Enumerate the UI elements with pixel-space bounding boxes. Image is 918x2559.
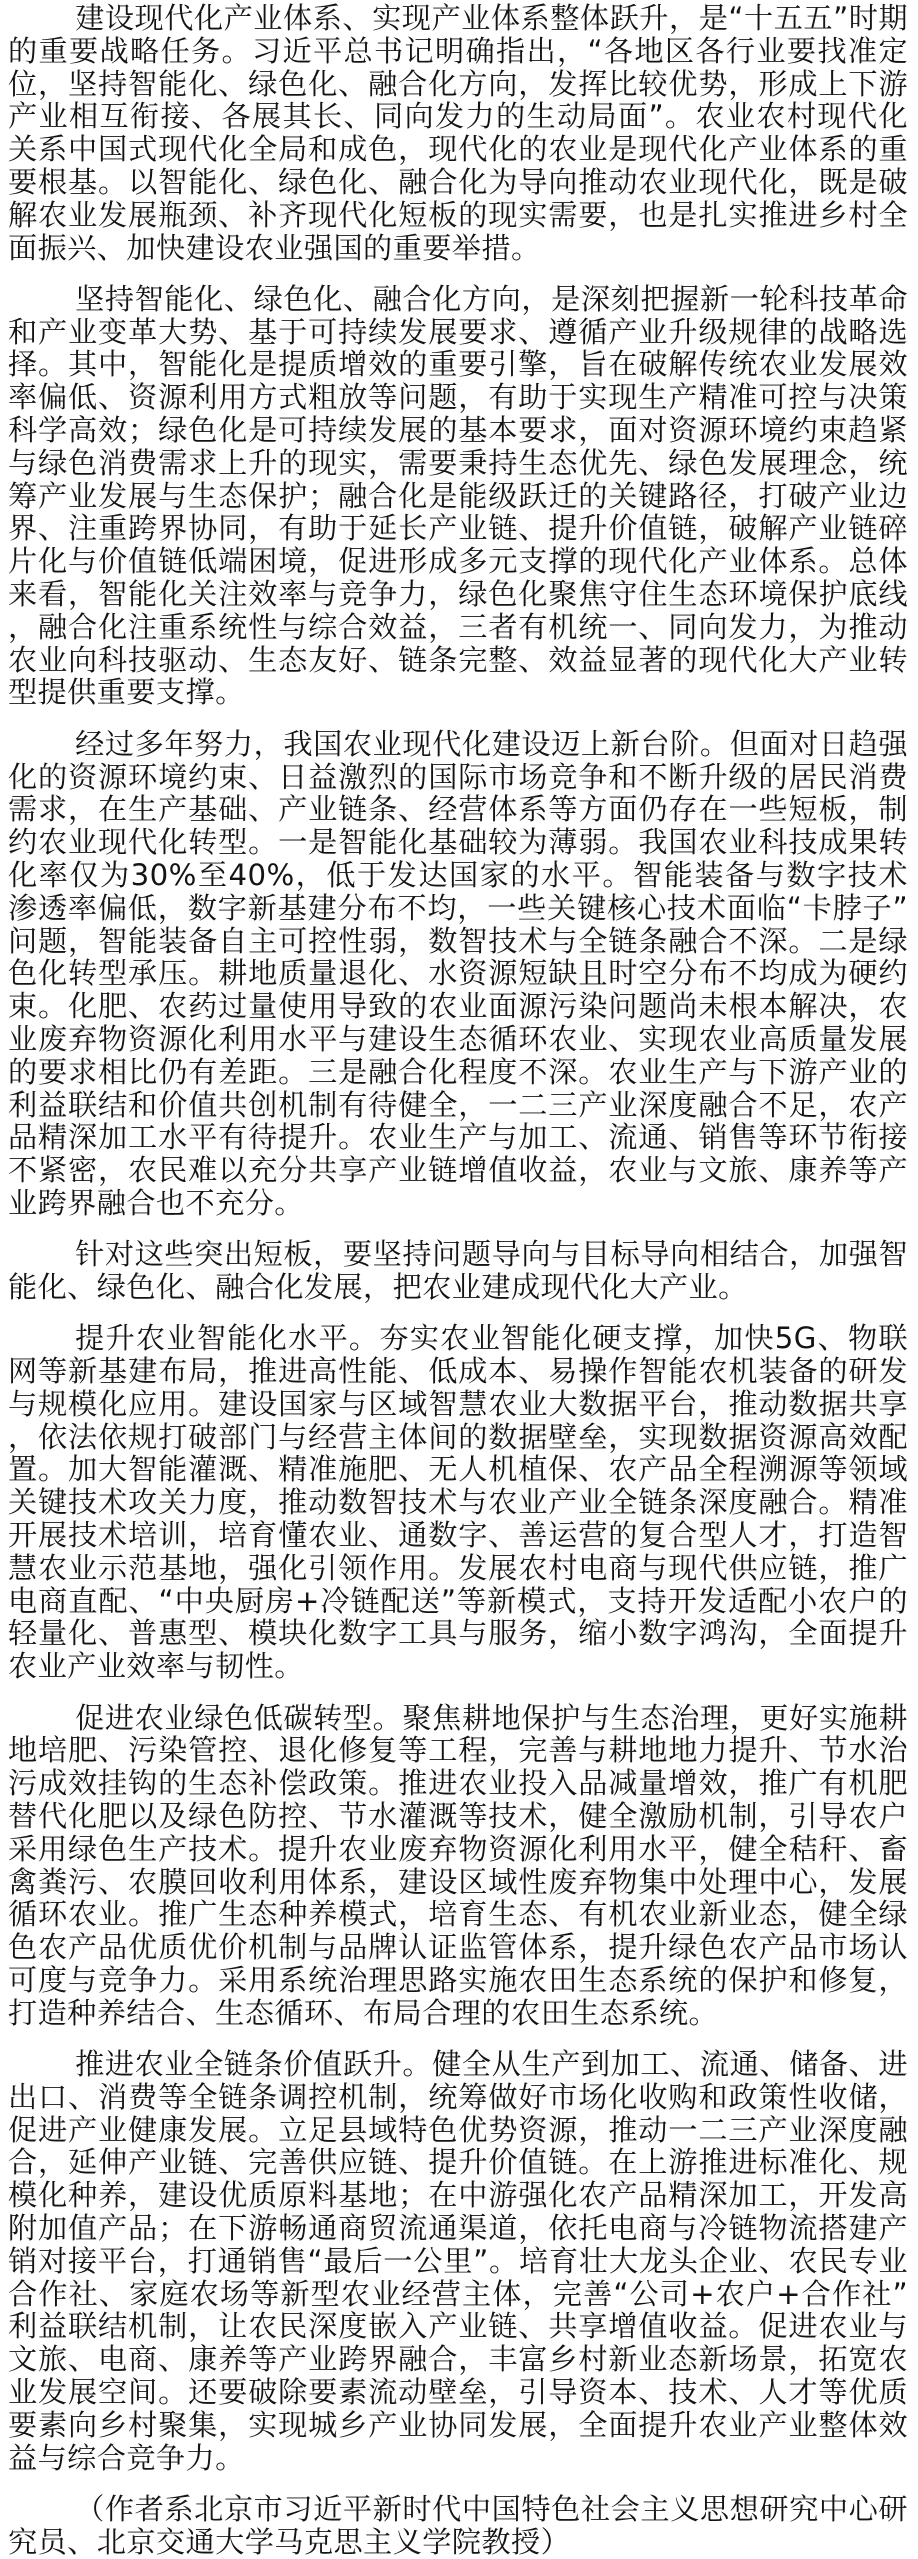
paragraph-value-chain: 推进农业全链条价值跃升。健全从生产到加工、流通、储备、进出口、消费等全链条调控机制，统筹做好市场化收购和政策性收储，促进产业健康发展。立足县域特色优势资源，推动一二三产业深度融合，延伸产业链、完善供应链、提升价值链。在上游推进标准化、规模化种养，建设优质原料基地；在中游强化农产品精深加工，开发高附加值产品；在下游畅通商贸流通渠道，依托电商与冷链物流搭建产销对接平台，打通销售“最后一公里”。培育壮大龙头企业、农民专业合作社、家庭农场等新型农业经营主体，完善“公司+农户+合作社”利益联结机制，让农民深度嵌入产业链、共享增值收益。促进农业与文旅、电商、康养等产业跨界融合，丰富乡村新业态新场景，拓宽农业发展空间。还要破除要素流动壁垒，引导资本、技术、人才等优质要素向乡村聚集，实现城乡产业协同发展，全面提升农业产业整体效益与综合竞争力。 [8,2047,908,2475]
paragraph-approach: 针对这些突出短板，要坚持问题导向与目标导向相结合，加强智能化、绿色化、融合化发展，把农业建成现代化大产业。 [8,1237,908,1304]
paragraph-shortcomings: 经过多年努力，我国农业现代化建设迈上新台阶。但面对日趋强化的资源环境约束、日益激烈的国际市场竞争和不断升级的居民消费需求，在生产基础、产业链条、经营体系等方面仍存在一些短板，制约农业现代化转型。一是智能化基础较为薄弱。我国农业科技成果转化率仅为30%至40%，低于发达国家的水平。智能装备与数字技术渗透率偏低，数字新基建分布不均，一些关键核心技术面临“卡脖子”问题，智能装备自主可控性弱，数智技术与全链条融合不深。二是绿色化转型承压。耕地质量退化、水资源短缺且时空分布不均成为硬约束。化肥、农药过量使用导致的农业面源污染问题尚未根本解决，农业废弃物资源化利用水平与建设生态循环农业、实现农业高质量发展的要求相比仍有差距。三是融合化程度不深。农业生产与下游产业的利益联结和价值共创机制有待健全，一二三产业深度融合不足，农产品精深加工水平有待提升。农业生产与加工、流通、销售等环节衔接不紧密，农民难以充分共享产业链增值收益，农业与文旅、康养等产业跨界融合也不充分。 [8,726,908,1220]
paragraph-green-transition: 促进农业绿色低碳转型。聚焦耕地保护与生态治理，更好实施耕地培肥、污染管控、退化修复等工程，完善与耕地地力提升、节水治污成效挂钩的生态补偿政策。推进农业投入品减量增效，推广有机肥替代化肥以及绿色防控、节水灌溉等技术，健全激励机制，引导农户采用绿色生产技术。提升农业废弃物资源化利用水平，健全秸秆、畜禽粪污、农膜回收利用体系，建设区域性废弃物集中处理中心，发展循环农业。推广生态种养模式，培育生态、有机农业新业态，健全绿色农产品优质优价机制与品牌认证监管体系，提升绿色农产品市场认可度与竞争力。采用系统治理思路实施农田生态系统的保护和修复，打造种养结合、生态循环、布局合理的农田生态系统。 [8,1700,908,2030]
author-signature: （作者系北京市习近平新时代中国特色社会主义思想研究中心研究员、北京交通大学马克思主义学院教授） [8,2491,908,2559]
paragraph-intro: 建设现代化产业体系、实现产业体系整体跃升，是“十五五”时期的重要战略任务。习近平总书记明确指出，“各地区各行业要找准定位，坚持智能化、绿色化、融合化方向，发挥比较优势，形成上下游产业相互衔接、各展其长、同向发力的生动局面”。农业农村现代化关系中国式现代化全局和成色，现代化的农业是现代化产业体系的重要根基。以智能化、绿色化、融合化为导向推动农业现代化，既是破解农业发展瓶颈、补齐现代化短板的现实需要，也是扎实推进乡村全面振兴、加快建设农业强国的重要举措。 [8,1,908,265]
paragraph-intelligentization: 提升农业智能化水平。夯实农业智能化硬支撑，加快5G、物联网等新基建布局，推进高性能、低成本、易操作智能农机装备的研发与规模化应用。建设国家与区域智慧农业大数据平台，推动数据共享，依法依规打破部门与经营主体间的数据壁垒，实现数据资源高效配置。加大智能灌溉、精准施肥、无人机植保、农产品全程溯源等领域关键技术攻关力度，推动数智技术与农业产业全链条深度融合。精准开展技术培训，培育懂农业、通数字、善运营的复合型人才，打造智慧农业示范基地，强化引领作用。发展农村电商与现代供应链，推广电商直配、“中央厨房+冷链配送”等新模式，支持开发适配小农户的轻量化、普惠型、模块化数字工具与服务，缩小数字鸿沟，全面提升农业产业效率与韧性。 [8,1321,908,1684]
paragraph-direction: 坚持智能化、绿色化、融合化方向，是深刻把握新一轮科技革命和产业变革大势、基于可持续发展要求、遵循产业升级规律的战略选择。其中，智能化是提质增效的重要引擎，旨在破解传统农业发展效率偏低、资源利用方式粗放等问题，有助于实现生产精准可控与决策科学高效；绿色化是可持续发展的基本要求，面对资源环境约束趋紧与绿色消费需求上升的现实，需要秉持生态优先、绿色发展理念，统筹产业发展与生态保护；融合化是能级跃迁的关键路径，打破产业边界、注重跨界协同，有助于延长产业链、提升价值链，破解产业链碎片化与价值链低端困境，促进形成多元支撑的现代化产业体系。总体来看，智能化关注效率与竞争力，绿色化聚焦守住生态环境保护底线，融合化注重系统性与综合效益，三者有机统一、同向发力，为推动农业向科技驱动、生态友好、链条完整、效益显著的现代化大产业转型提供重要支撑。 [8,281,908,710]
